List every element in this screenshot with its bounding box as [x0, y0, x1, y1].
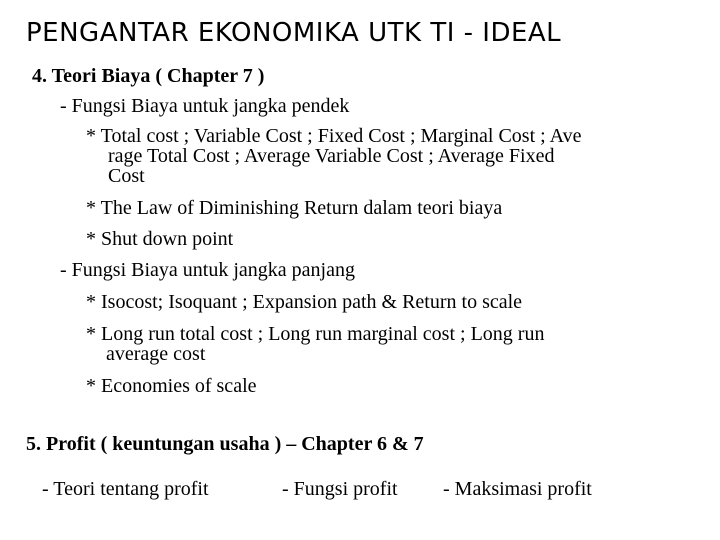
profit-item: - Teori tentang profit [42, 478, 209, 500]
slide-title: PENGANTAR EKONOMIKA UTK TI - IDEAL [26, 18, 562, 48]
short-run-item-continuation: rage Total Cost ; Average Variable Cost ; Average Fixed [108, 145, 555, 167]
short-run-item: * Total cost ; Variable Cost ; Fixed Cost ; Marginal Cost ; Ave [86, 125, 582, 147]
section-4-heading: 4. Teori Biaya ( Chapter 7 ) [32, 65, 265, 87]
short-run-item: * Shut down point [86, 228, 234, 250]
profit-item: - Fungsi profit [282, 478, 398, 500]
long-run-item: * Long run total cost ; Long run marginal cost ; Long run [86, 323, 545, 345]
profit-item: - Maksimasi profit [443, 478, 592, 500]
long-run-item: * Isocost; Isoquant ; Expansion path & Return to scale [86, 291, 523, 313]
short-run-item: * The Law of Diminishing Return dalam teori biaya [86, 197, 503, 219]
long-run-item-continuation: average cost [106, 343, 206, 365]
section-5-heading: 5. Profit ( keuntungan usaha ) – Chapter 6 & 7 [26, 433, 424, 455]
short-run-item-continuation: Cost [108, 165, 145, 187]
short-run-label: - Fungsi Biaya untuk jangka pendek [60, 95, 350, 117]
long-run-item: * Economies of scale [86, 375, 257, 397]
long-run-label: - Fungsi Biaya untuk jangka panjang [60, 259, 355, 281]
